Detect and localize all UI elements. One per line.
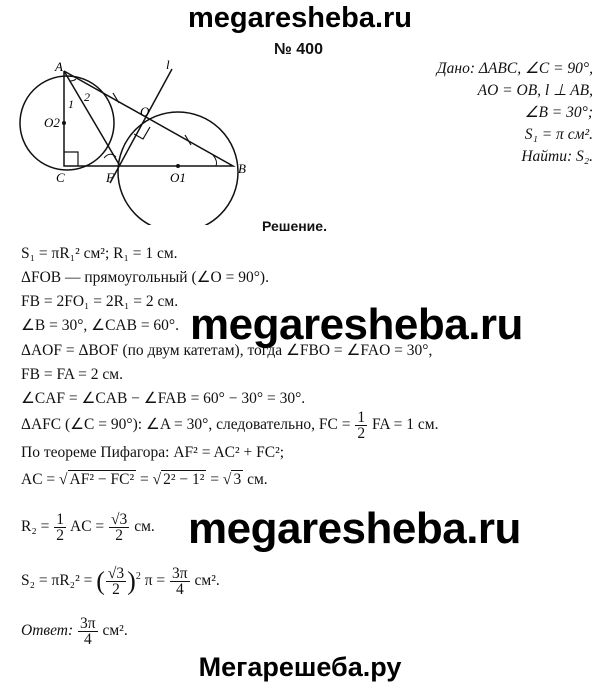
solution-line: S₂ = πR₂² = ( $\frac{√3}{2}$ )$^2$ π = $\frac{3\pi}{4}$ см².	[21, 565, 220, 598]
label-a: A	[55, 59, 63, 74]
solution-line: S₁ = πR₁² см²; R₁ = 1 см.	[21, 245, 178, 262]
given-line: S₁ = π см².	[524, 126, 593, 143]
solution-line: ΔFOB — прямоугольный (∠O = 90°).	[21, 269, 269, 286]
solution-line: AC = √ AF² − FC² = √ 2² − 1² = √ 3 см.	[21, 471, 268, 488]
label-o1: O1	[170, 170, 186, 185]
task-number: № 400	[274, 41, 323, 58]
solution-line: ΔAFC (∠C = 90°): ∠A = 30°, следовательно, FC = $\frac{1}{2}$ FA = 1 см.	[21, 409, 439, 442]
solution-heading: Решение.	[262, 218, 327, 234]
label-o2: O2	[44, 115, 60, 130]
header-site-title: megaresheba.ru	[187, 2, 413, 34]
solution-line: FB = 2FO₁ = 2R₁ = 2 см.	[21, 293, 179, 310]
label-b: B	[238, 161, 246, 176]
circle-large	[118, 112, 238, 225]
solution-line: ΔAOF = ΔBOF (по двум катетам), тогда ∠FBO = ∠FAO = 30°,	[21, 342, 433, 359]
watermark: megaresheba.ru	[190, 300, 523, 349]
solution-line: ∠B = 30°, ∠CAB = 60°.	[21, 317, 180, 334]
footer-site-title: Мегарешеба.ру	[198, 652, 402, 682]
given-line: Найти: S₂.	[521, 148, 593, 165]
solution-line: R₂ = $\frac{1}{2}$ AC = $\frac{√3}{2}$ см.	[21, 511, 155, 544]
solution-line: ∠CAF = ∠CAB − ∠FAB = 60° − 30° = 30°.	[21, 390, 306, 407]
label-c: C	[56, 170, 65, 185]
circle-small	[20, 76, 114, 170]
label-l: l	[166, 57, 170, 72]
label-angle-2: 2	[84, 90, 90, 104]
given-line: Дано: ΔABC, ∠C = 90°,	[436, 60, 593, 77]
label-f: F	[106, 170, 114, 185]
geometry-figure	[0, 55, 260, 225]
given-block	[437, 58, 593, 168]
solution-line: FB = FA = 2 см.	[21, 366, 123, 383]
solution-line: По теореме Пифагора: AF² = AC² + FC²;	[21, 444, 285, 461]
given-line: AO = OB, l ⊥ AB,	[477, 82, 593, 99]
given-line: ∠B = 30°;	[524, 104, 593, 121]
answer-line: Ответ: $\frac{3\pi}{4}$ см².	[21, 615, 128, 648]
watermark: megaresheba.ru	[188, 504, 521, 553]
label-angle-1: 1	[68, 97, 74, 111]
label-o: O	[140, 104, 150, 119]
